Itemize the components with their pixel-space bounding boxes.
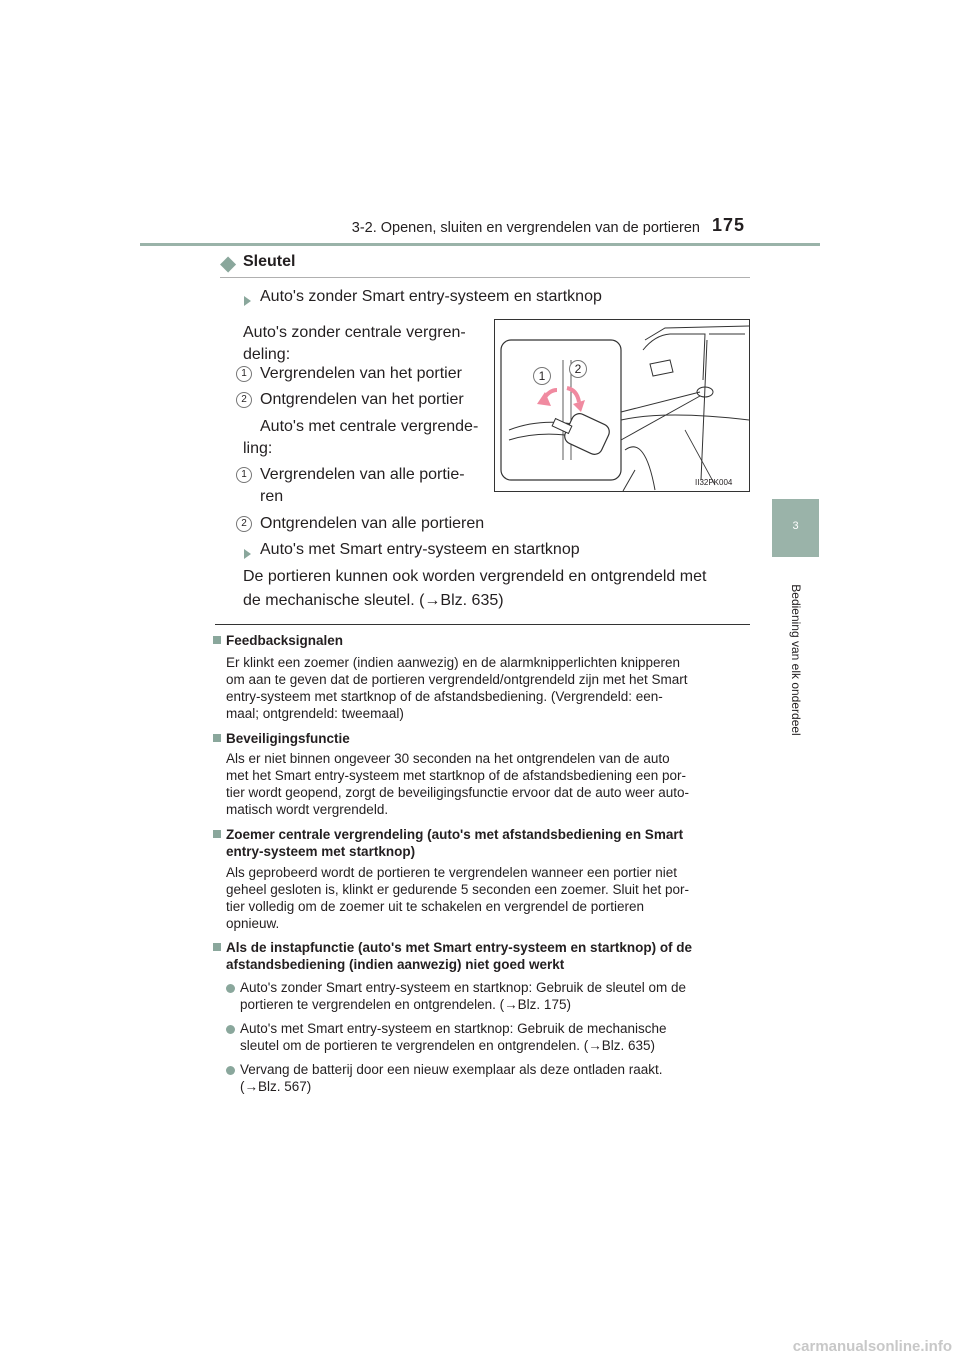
note-title-buzzer-l1: Zoemer centrale vergrendeling (auto's met afstandsbediening en Smart	[226, 827, 684, 842]
note-line: Als geprobeerd wordt de portieren te vergrendelen wanneer een portier niet	[226, 865, 678, 880]
bullet-line: Auto's zonder Smart entry-systeem en startknop: Gebruik de sleutel om de	[240, 980, 687, 995]
round-bullet-icon	[226, 1066, 235, 1075]
watermark-text: carmanualsonline.info	[792, 1338, 952, 1355]
note-line: opnieuw.	[226, 916, 280, 931]
mechanical-key-text-l1: De portieren kunnen ook worden vergrendeld en ontgrendeld met	[243, 568, 707, 585]
note-title-entry-l1: Als de instapfunctie (auto's met Smart entry-systeem en startknop) of de	[226, 940, 693, 955]
step-unlock-all: Ontgrendelen van alle portieren	[260, 515, 485, 532]
diamond-icon: ◆	[220, 252, 237, 275]
step-lock-all-l1: Vergrendelen van alle portie-	[260, 466, 465, 483]
figure-code: II32PK004	[695, 478, 733, 487]
step-number: 1	[236, 366, 252, 382]
intro-central-locking-l1: Auto's met centrale vergrende-	[260, 418, 479, 435]
note-line: Als er niet binnen ongeveer 30 seconden na het ontgrendelen van de auto	[226, 751, 670, 766]
page-number: 175	[712, 215, 746, 235]
running-header: 3-2. Openen, sluiten en vergrendelen van de portieren	[351, 220, 700, 236]
chapter-tab-label: Bediening van elk onderdeel	[789, 584, 803, 736]
round-bullet-icon	[226, 1025, 235, 1034]
triangle-icon	[244, 293, 251, 311]
note-line: matisch wordt vergrendeld.	[226, 802, 389, 817]
square-bullet-icon	[213, 636, 221, 644]
step-number: 2	[236, 392, 252, 408]
note-line: geheel gesloten is, klinkt er gedurende 5 seconden een zoemer. Sluit het por-	[226, 882, 690, 897]
bullet-line: (→Blz. 567)	[240, 1079, 312, 1094]
note-line: entry-systeem met startknop of de afstandsbediening. (Vergrendeld: een-	[226, 689, 663, 704]
triangle-icon	[244, 546, 251, 564]
round-bullet-icon	[226, 984, 235, 993]
note-title-feedback: Feedbacksignalen	[226, 633, 344, 648]
mechanical-key-text-l2: de mechanische sleutel. (→Blz. 635)	[243, 592, 504, 609]
section-heading: Sleutel	[243, 253, 296, 270]
note-line: Er klinkt een zoemer (indien aanwezig) en de alarmknipperlichten knipperen	[226, 655, 680, 670]
note-title-security: Beveiligingsfunctie	[226, 731, 350, 746]
chapter-tab-number: 3	[792, 520, 799, 532]
step-number: 2	[236, 516, 252, 532]
note-title-entry-l2: afstandsbediening (indien aanwezig) niet goed werkt	[226, 957, 565, 972]
note-title-buzzer-l2: entry-systeem met startknop)	[226, 844, 416, 859]
header-rule	[140, 243, 820, 246]
note-line: maal; ontgrendeld: tweemaal)	[226, 706, 404, 721]
key-lock-illustration	[494, 319, 750, 492]
car-door-drawing	[495, 320, 749, 491]
intro-no-central-locking-l2: deling:	[243, 346, 291, 363]
step-lock-door: Vergrendelen van het portier	[260, 365, 462, 382]
intro-no-central-locking-l1: Auto's zonder centrale vergren-	[243, 324, 466, 341]
subheading-no-smart-entry: Auto's zonder Smart entry-systeem en startknop	[260, 288, 602, 305]
note-line: om aan te geven dat de portieren vergrendeld/ontgrendeld zijn met het Smart	[226, 672, 688, 687]
callout-2: 2	[569, 360, 587, 378]
square-bullet-icon	[213, 943, 221, 951]
step-unlock-door: Ontgrendelen van het portier	[260, 391, 464, 408]
subheading-smart-entry: Auto's met Smart entry-systeem en startknop	[260, 541, 580, 558]
step-lock-all-l2: ren	[260, 488, 284, 505]
square-bullet-icon	[213, 830, 221, 838]
callout-1: 1	[533, 367, 551, 385]
bullet-line: sleutel om de portieren te vergrendelen en ontgrendelen. (→Blz. 635)	[240, 1038, 655, 1053]
section-rule	[215, 624, 750, 625]
square-bullet-icon	[213, 734, 221, 742]
step-number: 1	[236, 467, 252, 483]
note-line: met het Smart entry-systeem met startknop of de afstandsbediening een por-	[226, 768, 686, 783]
bullet-line: portieren te vergrendelen en ontgrendelen. (→Blz. 175)	[240, 997, 571, 1012]
heading-rule	[220, 277, 750, 278]
note-line: tier wordt geopend, zorgt de beveiligingsfunctie ervoor dat de auto weer auto-	[226, 785, 690, 800]
intro-central-locking-l2: ling:	[243, 440, 273, 457]
note-line: tier volledig om de zoemer uit te schakelen en vergrendel de portieren	[226, 899, 644, 914]
bullet-line: Auto's met Smart entry-systeem en startknop: Gebruik de mechanische	[240, 1021, 667, 1036]
bullet-line: Vervang de batterij door een nieuw exemplaar als deze ontladen raakt.	[240, 1062, 663, 1077]
